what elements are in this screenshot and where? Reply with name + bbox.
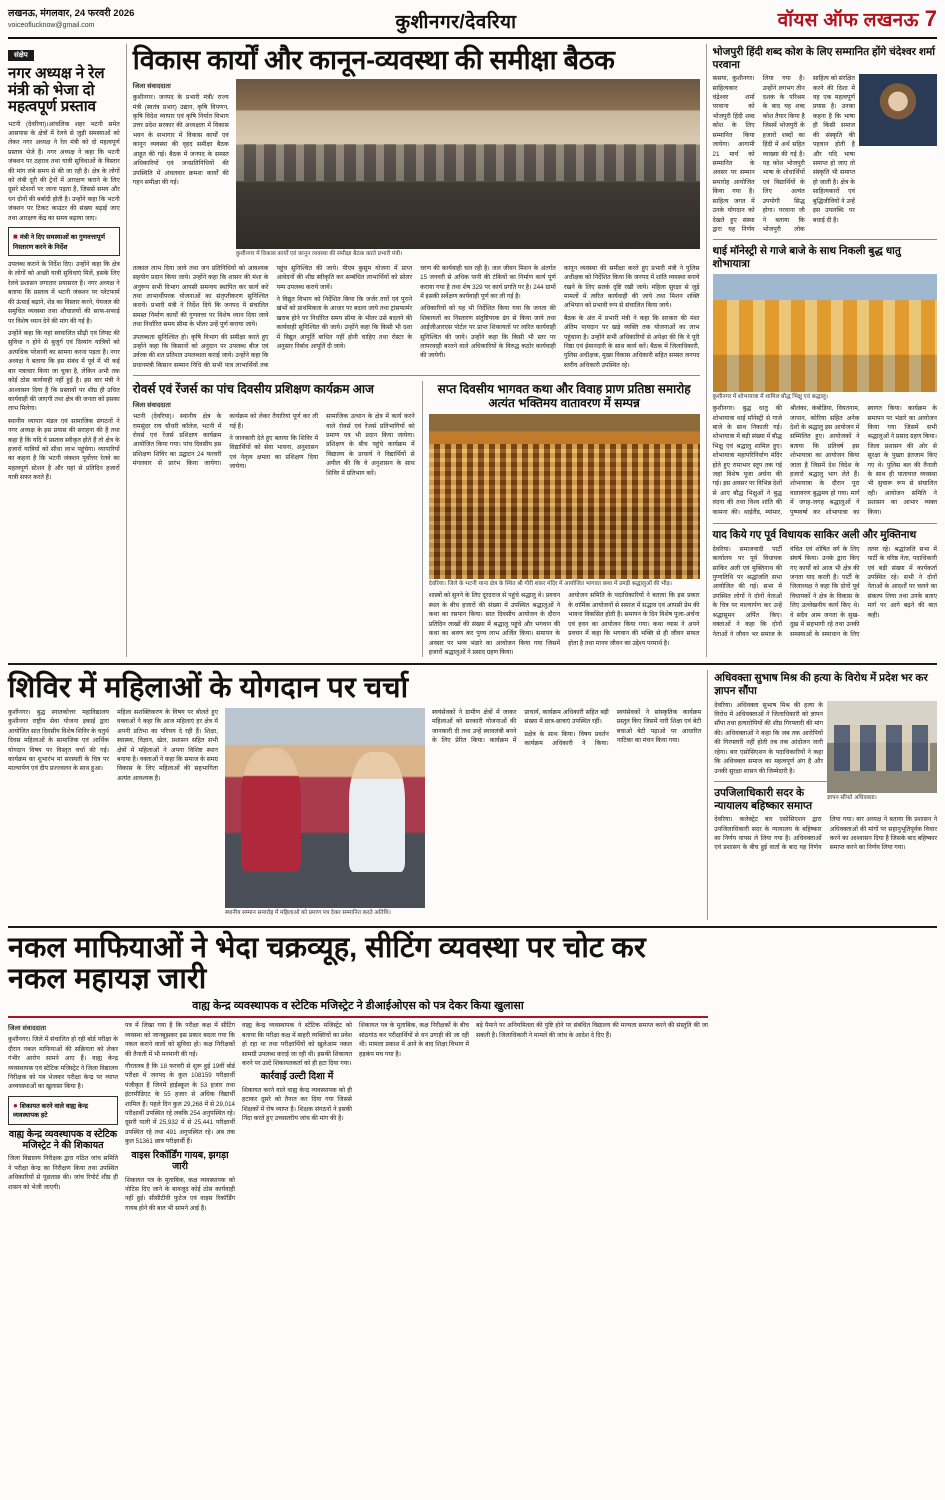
right-story4-photo-wrap bbox=[827, 701, 937, 806]
rovers-col2: ने जानकारी देते हुए बताया कि शिविर में विद्यार्थियों को सेवा भावना, अनुशासन एवं नेतृत्व क्षमता का प्रशिक्षण दिया जायेगा। bbox=[229, 434, 319, 471]
rovers-col1: भटनी (देवरिया)। स्थानीय क्षेत्र के रामसुंदर राय चौधरी कॉलेज, भटनी में रोवर्स एवं रेंजर्स प्रशिक्षण कार्यक्रम आयोजित किया गया। पांच दिवसीय इस प्रशिक्षण शिविर का उद्घाटन 24 फरवरी मंगलवार से प्रारंभ किया जायेगा। कार्यक्रम को लेकर तैयारियां पूर्ण कर ली गई हैं। bbox=[132, 413, 319, 468]
nakal-boxnote bbox=[8, 1096, 118, 1125]
divider-3 bbox=[713, 523, 938, 524]
women-story bbox=[8, 670, 701, 920]
right-story4-text: देवरिया। अधिवक्ता सुभाष मिश्र की हत्या के विरोध में अधिवक्ताओं ने जिलाधिकारी को ज्ञापन सौंपा तथा हत्यारोपियों की शीघ्र गिरफ्तारी की मांग की। अधिवक्ताओं ने कहा कि जब तक आरोपियों की गिरफ्तारी नहीं होती तब तक आंदोलन जारी रहेगा। बार एसोसिएशन के पदाधिकारियों ने कहा कि अधिवक्ता समाज का महत्वपूर्ण अंग है और उनकी सुरक्षा शासन की जिम्मेदारी है। bbox=[714, 701, 823, 775]
right-story1-body bbox=[713, 74, 856, 234]
kicker-badge: संक्षेप bbox=[8, 50, 34, 61]
women-col4: प्रक्षेत्र के साथ किया। विषय प्रवर्तन कार्यक्रम अधिकारी ने किया। स्वयंसेवकों ने सांस्कृतिक कार्यक्रम प्रस्तुत किए जिसमें नारी शिक्षा एवं बेटी बचाओ बेटी पढ़ाओ पर आधारित नाटिका का मंचन किया गया। bbox=[524, 708, 702, 748]
nakal-col2-wrap bbox=[125, 1021, 235, 1146]
rovers-body bbox=[133, 412, 415, 478]
nakal-sub2-body bbox=[125, 1176, 235, 1214]
main-col1b-text: चरण की कार्यवाही चल रही है। जल जीवन मिशन के अंतर्गत 15 जनवरी से अधिक पानी की टंकियों का निर्माण कार्य पूर्ण कराया गया है तथा शेष 329 पर कार्य प्रगति पर है। 244 ग्रामों में इसकी सर्वेक्षण कार्यवाही पूर्ण कर ली गई है। bbox=[420, 264, 556, 300]
left-boxnote-text: मंत्री ने दिए समस्याओं का गुणवत्तापूर्ण निस्तारण करने के निर्देश bbox=[13, 234, 106, 251]
main-col2-text: तत्काल लाभ दिया जाये तथा जन प्रतिनिधियों को आवश्यक सहयोग प्रदान किया जाये। उन्होंने कहा कि शासन की मंशा के अनुरूप सभी विभाग आपसी समन्वय स्थापित कर कार्य करें तथा लाभार्थीपरक योजनाओं का संतृप्तीकरण सुनिश्चित करायें। प्रभारी मंत्री ने निर्देश दिये कि जनपद में संचालित समस्त निर्माण कार्यों की गुणवत्ता पर विशेष ध्यान दिया जाये तथा निर्धारित समय सीमा के भीतर उन्हें पूर्ण कराया जाये। bbox=[132, 264, 269, 329]
right-story5-headline: उपजिलाधिकारी सदर के न्यायालय बहिष्कार समाप्त bbox=[714, 786, 813, 812]
rovers-col3: सामाजिक उत्थान के क्षेत्र में कार्य करने वाले रोवर्स एवं रेंजर्स प्रतिभागियों को प्रमाण पत्र भी प्रदान किया जायेगा। प्रशिक्षण के बीच पहुंचे कार्यक्रम में विद्यालय के प्राचार्य ने विद्यार्थियों से अपील की कि वे अनुशासन के साथ शिविर में प्रतिभाग करें। bbox=[326, 413, 415, 477]
main-col3b-text: कानून व्यवस्था की समीक्षा करते हुए प्रभारी मंत्री ने पुलिस अधीक्षक को निर्देशित किया कि जनपद में शांति व्यवस्था बनाये रखने के लिए सतर्क दृष्टि रखी जाये। महिला सुरक्षा से जुड़े मामलों में त्वरित कार्यवाही की जाये तथा मिशन शक्ति अभियान को प्रभावी रूप से संचालित किया जाये। bbox=[563, 264, 700, 310]
left-para-1: भटनी (देवरिया)।आंचलिक शहर भटनी समेत आसपास के क्षेत्रों में रेलवे से जुड़ी समस्याओं को लेकर नगर अध्यक्ष ने रेल मंत्री को दो महत्वपूर्ण प्रस्ताव भेजे हैं। नगर अध्यक्ष ने कहा कि भटनी जंक्शन पर ठहराव तथा यात्री सुविधाओं के विस्तार की मांग लंबे समय से की जा रही है। क्षेत्र के लोगों को लंबी दूरी की ट्रेनों में आरक्षण कराने के लिए दूसरे स्टेशनों पर जाना पड़ता है, जिससे समय और धन दोनों की बर्बादी होती है। उन्होंने कहा कि भटनी जंक्शन पर टिकट काउंटर की संख्या बढ़ाई जाए तथा आरक्षण केंद्र का समय बढ़ाया जाए। bbox=[8, 120, 120, 222]
bhagwat-headline: सप्त दिवसीय भागवत कथा और विवाह प्राण प्रतिष्ठा समारोह अत्यंत भक्तिमय वातावरण में सम्पन्न bbox=[437, 382, 691, 411]
nakal-rule bbox=[8, 1016, 708, 1018]
right-story1-photo bbox=[859, 74, 937, 146]
page-number: 7 bbox=[924, 6, 937, 31]
divider-band-2 bbox=[8, 926, 937, 928]
left-para-4: स्थानीय व्यापार मंडल एवं सामाजिक संगठनों ने नगर अध्यक्ष के इस प्रयास की सराहना की है तथा कहा है कि यदि ये प्रस्ताव स्वीकृत होते हैं तो क्षेत्र के हजारों यात्रियों को सीधा लाभ पहुंचेगा। व्यापारियों का कहना है कि भटनी जंक्शन पूर्वोत्तर रेलवे का महत्वपूर्ण स्टेशन है और यहां से प्रतिदिन हजारों यात्री सफर करते हैं। bbox=[8, 417, 120, 482]
nakal-col2-text: पत्र में लिखा गया है कि परीक्षा कक्ष में सीटिंग व्यवस्था को जानबूझकर इस प्रकार बदला गया कि नकल कराने वालों को सुविधा हो। कक्ष निरीक्षकों की तैनाती में भी मनमानी की गई। bbox=[125, 1022, 235, 1058]
nakal-sub1-body bbox=[8, 1154, 118, 1192]
right-story2-body bbox=[713, 404, 938, 518]
right-story2-caption: कुशीनगर में शोभायात्रा में शामिल बौद्ध भिक्षु एवं श्रद्धालु। bbox=[712, 393, 828, 400]
publication-date: लखनऊ, मंगलवार, 24 फरवरी 2026 bbox=[8, 8, 135, 19]
nakal-story bbox=[8, 933, 708, 1216]
nakal-col-1 bbox=[8, 1021, 118, 1216]
nakal-sub1-text: जिला विद्यालय निरीक्षक द्वारा गठित जांच समिति ने परीक्षा केन्द्र का निरीक्षण किया तथा उपस्थित अधिकारियों से पूछताछ की। जांच रिपोर्ट शीघ्र ही शासन को भेजी जाएगी। bbox=[8, 1155, 118, 1191]
women-headline: शिविर में महिलाओं के योगदान पर चर्चा bbox=[8, 672, 409, 705]
women-col3: स्वयंसेवकों ने ग्रामीण क्षेत्रों में जाकर महिलाओं को सरकारी योजनाओं की जानकारी दी तथा उन्हें स्वावलंबी बनने के लिए प्रेरित किया। कार्यक्रम में प्राचार्य, कार्यक्रम अधिकारी सहित बड़ी संख्या में छात्र-छात्राएं उपस्थित रहीं। bbox=[432, 708, 609, 745]
main-col1-text: कुशीनगर। जनपद के प्रभारी मंत्री/ राज्य मंत्री (स्वतंत्र प्रभार) उद्यान, कृषि विपणन, कृषि विदेश व्यापार एवं कृषि निर्यात विभाग उत्तर प्रदेश सरकार की अध्यक्षता में विकास भवन के सभागार में विकास कार्यों एवं कानून व्यवस्था की वृहद समीक्षा बैठक आहूत की गई। बैठक में जनपद के समस्त अधिकारियों एवं जनप्रतिनिधियों की उपस्थिति में अंचलवार क्रमशः कार्यों की गहन समीक्षा की गई। bbox=[132, 94, 229, 186]
women-left-text bbox=[8, 708, 218, 921]
page-grid bbox=[8, 44, 937, 657]
main-story-top bbox=[133, 79, 700, 262]
right-story2-photo bbox=[713, 274, 938, 392]
divider-1 bbox=[133, 375, 700, 376]
bhagwat-photo-caption: देवरिया। जिले के भटनी थाना क्षेत्र के स्थित श्री गौरी शंकर मंदिर में आयोजित भागवत कथा में उमड़ी श्रद्धालुओं की भीड़। bbox=[428, 580, 672, 587]
bhagwat-col2: आयोजन समिति के पदाधिकारियों ने बताया कि इस प्रकार के धार्मिक आयोजनों से समाज में सद्भाव एवं आपसी प्रेम की भावना विकसित होती है। समापन के दिन विशेष पूजा-अर्चना एवं हवन का आयोजन किया गया। कथा व्यास ने अपने प्रवचन में कहा कि भगवान की भक्ति से ही जीवन सफल होता है तथा मानव जीवन का उद्देश्य परमार्थ है। bbox=[568, 592, 700, 647]
left-body-1 bbox=[8, 120, 120, 224]
nakal-body bbox=[8, 1021, 708, 1216]
main-col3-text: उपलब्धता सुनिश्चित हो। कृषि विभाग की समीक्षा करते हुए उन्होंने कहा कि किसानों को अनुदान पर उपलब्ध बीज एवं उर्वरक की शत प्रतिशत उपलब्धता कराई जाये। उन्होंने कहा कि प्रधानमंत्री किसान सम्मान निधि की सभी पात्र लाभार्थियों तक पहुंच सुनिश्चित की जाये। पीएम कुसुम योजना में प्राप्त आवेदनों की शीघ्र स्वीकृति कर सम्बंधित लाभार्थियों को सोलर पम्प उपलब्ध कराये जायें। bbox=[132, 264, 413, 369]
right-story5-body bbox=[714, 815, 937, 854]
masthead bbox=[8, 6, 937, 39]
women-content bbox=[8, 708, 701, 921]
nakal-col-5 bbox=[476, 1021, 708, 1216]
center-column bbox=[126, 44, 700, 657]
left-para-2: उपलब्ध कराने के निर्देश दिए। उन्होंने कहा कि क्षेत्र के लोगों को अच्छी यात्री सुविधाएं मिलें, इसके लिए रेलवे प्रशासन लगातार प्रयासरत है। नगर अध्यक्ष ने बताया कि प्रस्ताव में भटनी जंक्शन पर प्लेटफार्म की ऊंचाई बढ़ाने, शेड का विस्तार करने, पेयजल की समुचित व्यवस्था तथा शौचालयों की साफ-सफाई पर विशेष ध्यान देने की मांग की गई है। bbox=[8, 261, 120, 325]
mid-double-row bbox=[133, 381, 700, 657]
nakal-col1-text: कुशीनगर। जिले में संचालित हो रही बोर्ड परीक्षा के दौरान नकल माफियाओं की सक्रियता को लेकर गंभीर आरोप सामने आए हैं। वाह्य केन्द्र व्यवस्थापक एवं स्टेटिक मजिस्ट्रेट ने जिला विद्यालय निरीक्षक को पत्र भेजकर परीक्षा केन्द्र पर व्याप्त अव्यवस्थाओं का खुलासा किया है। bbox=[8, 1036, 118, 1091]
nakal-sub3-text: शिकायत करने वाले वाह्य केन्द्र व्यवस्थापक को ही हटाकर दूसरे को तैनात कर दिया गया जिससे शिक्षकों में रोष व्याप्त है। शिक्षक संगठनों ने इसकी निंदा करते हुए उच्चस्तरीय जांच की मांग की है। bbox=[242, 1086, 352, 1123]
rovers-headline: रोवर्स एवं रेंजर्स का पांच दिवसीय प्रशिक्षण कार्यक्रम आज bbox=[132, 382, 374, 397]
women-photo-wrap bbox=[225, 708, 425, 921]
band-women bbox=[8, 670, 937, 920]
main-col2b-text: अधिकारियों को यह भी निर्देशित किया गया कि जनता की शिकायतों का निस्तारण संतुष्टिपरक ढंग से किया जाये तथा आईजीआरएस पोर्टल पर प्राप्त शिकायतों पर त्वरित कार्यवाही सुनिश्चित की जाये। उन्होंने कहा कि किसी भी स्तर पर लापरवाही बरतने वाले अधिकारियों के विरुद्ध कठोर कार्यवाही की जायेगी। bbox=[420, 305, 556, 360]
right-story2-headline: थाई मॉनेस्ट्री से गाजे बाजे के साथ निकली बुद्ध धातु शोभायात्रा bbox=[712, 245, 901, 270]
edition-name: कुशीनगर/देवरिया bbox=[395, 12, 517, 33]
nakal-col5-text: बड़े पैमाने पर अनियमितता की पुष्टि होने पर संबंधित विद्यालय की मान्यता समाप्त करने की संस्तुति की जा सकती है। जिलाधिकारी ने मामले की जांच के आदेश दे दिए हैं। bbox=[476, 1022, 708, 1039]
nakal-sub2-text: शिकायत पत्र के मुताबिक, कक्ष व्यवस्थापक को नोटिस दिए जाने के बावजूद कोई ठोस कार्यवाही नहीं हुई। सीसीटीवी फुटेज एवं वाइस रिकॉर्डिंग गायब होने की बात भी सामने आई है। bbox=[125, 1176, 235, 1212]
nakal-col3-text: वाह्य केन्द्र व्यवस्थापक ने स्टेटिक मजिस्ट्रेट को बताया कि परीक्षा कक्ष में बाहरी व्यक्तियों का प्रवेश हो रहा था तथा परीक्षार्थियों को खुलेआम नकल सामग्री उपलब्ध कराई जा रही थी। इसकी शिकायत करने पर उल्टे शिकायतकर्ता को ही हटा दिया गया। bbox=[242, 1022, 352, 1067]
left-boxnote bbox=[8, 227, 120, 256]
right-story4-caption: ज्ञापन सौंपते अधिवक्ता। bbox=[827, 794, 877, 801]
right-story4-wrap bbox=[707, 670, 937, 920]
left-body-2 bbox=[8, 260, 120, 483]
main-col4b-text: बैठक के अंत में प्रभारी मंत्री ने कहा कि सरकार की मंशा अंतिम पायदान पर खड़े व्यक्ति तक योजनाओं का लाभ पहुंचाना है। उन्होंने सभी अधिकारियों से अपेक्षा की कि वे पूरी निष्ठा एवं ईमानदारी के साथ कार्य करें। बैठक में जिलाधिकारी, पुलिस अधीक्षक, मुख्य विकास अधिकारी सहित समस्त जनपद स्तरीय अधिकारी उपस्थित रहे। bbox=[563, 314, 700, 369]
bhagwat-col1: शास्त्रों को सुनने के लिए दूरदराज से पहुंचे श्रद्धालु थे। प्रवचन स्थल के बीच हजारों की संख्या में उपस्थित श्रद्धालुओं ने कथा का रसपान किया। सात दिवसीय आयोजन के दौरान प्रतिदिन लाखों की संख्या में श्रद्धालु पहुंचे और भगवान की कथा का श्रवण कर पुण्य लाभ अर्जित किया। समापन के अवसर पर भव्य भंडारे का आयोजन किया गया जिसमें हजारों श्रद्धालुओं ने प्रसाद ग्रहण किया। bbox=[428, 592, 561, 656]
right-story3-text: देवरिया। समाजवादी पार्टी कार्यालय पर पूर्व विधायक साकिर अली एवं मुक्तिनाथ की पुण्यतिथि पर श्रद्धांजलि सभा आयोजित की गई। सभा में उपस्थित लोगों ने दोनों नेताओं के चित्र पर माल्यार्पण कर उन्हें श्रद्धासुमन अर्पित किए। वक्ताओं ने कहा कि दोनों नेताओं ने जीवन भर समाज के वंचित एवं शोषित वर्ग के लिए संघर्ष किया। उनके द्वारा किए गए कार्यों को आज भी क्षेत्र की जनता याद करती है। पार्टी के जिलाध्यक्ष ने कहा कि दोनों पूर्व विधायकों ने क्षेत्र के विकास के लिए उल्लेखनीय कार्य किए थे। वे सदैव आम जनता के सुख-दुख में सहभागी रहे तथा उनकी समस्याओं के समाधान के लिए तत्पर रहे। श्रद्धांजलि सभा में पार्टी के वरिष्ठ नेता, पदाधिकारी एवं बड़ी संख्या में कार्यकर्ता उपस्थित रहे। सभी ने दोनों नेताओं के आदर्शों पर चलने का संकल्प लिया तथा उनके बताए मार्ग पर आगे बढ़ने की बात कही। bbox=[712, 545, 937, 638]
nakal-sub3-body bbox=[242, 1086, 352, 1124]
divider-band-1 bbox=[8, 663, 937, 665]
left-column bbox=[8, 44, 120, 657]
bhagwat-photo bbox=[429, 414, 700, 579]
main-col4-text: ने विद्युत विभाग को निर्देशित किया कि जर्जर तारों एवं पुराने खंभों को प्राथमिकता के आधार पर बदला जाये तथा ट्रांसफार्मर खराब होने पर निर्धारित समय सीमा के भीतर उसे बदलने की कार्यवाही सुनिश्चित की जाये। उन्होंने कहा कि किसी भी दशा में विद्युत आपूर्ति बाधित नहीं होनी चाहिए तथा रोस्टर के अनुसार निर्बाध आपूर्ति दी जाये। bbox=[276, 295, 413, 351]
nakal-headline: नकल माफियाओं ने भेदा चक्रव्यूह, सीटिंग व्यवस्था पर चोट कर नकल महायज्ञ जारी bbox=[8, 932, 646, 995]
right-story4-photo bbox=[827, 701, 937, 793]
women-col1: कुशीनगर। बुद्ध स्नातकोत्तर महाविद्यालय कुशीनगर राष्ट्रीय सेवा योजना इकाई द्वारा आयोजित सात दिवसीय विशेष शिविर के चतुर्थ दिवस महिलाओं के सामाजिक एवं आर्थिक योगदान विषय पर विस्तृत चर्चा की गई। कार्यक्रम का शुभारंभ मां सरस्वती के चित्र पर माल्यार्पण एवं दीप प्रज्ज्वलन के साथ हुआ। bbox=[8, 708, 109, 773]
rovers-story bbox=[133, 381, 415, 657]
right-story3-body bbox=[713, 545, 938, 639]
right-column bbox=[706, 44, 938, 657]
nakal-col4-text: शिकायत पत्र के मुताबिक, कक्ष निरीक्षकों के बीच सांठगांठ कर परीक्षार्थियों से धन उगाही की जा रही थी। मामला प्रकाश में आने के बाद शिक्षा विभाग में हड़कंप मच गया है। bbox=[359, 1022, 469, 1058]
women-col2: महिला सशक्तिकरण के विषय पर बोलते हुए वक्ताओं ने कहा कि आज महिलाएं हर क्षेत्र में अपनी प्रतिभा का परिचय दे रही हैं। शिक्षा, स्वास्थ्य, विज्ञान, खेल, प्रशासन सहित सभी क्षेत्रों में महिलाओं ने अपना विशिष्ट स्थान बनाया है। वक्ताओं ने कहा कि समाज के समग्र विकास के लिए महिलाओं की सहभागिता अत्यंत आवश्यक है। bbox=[117, 708, 218, 782]
bhagwat-body bbox=[429, 591, 700, 657]
right-story1-text: कसया, कुशीनगर। साहित्यकार चंद्रेश्वर शर्मा परवाना को भोजपुरी हिंदी शब्द कोश के लिए सम्मानित किया जायेगा। आगामी 21 मार्च को सम्मानित के अवसर पर सम्मान समारोह आयोजित किया गया है। साहित्य जगत में उनके योगदान को देखते हुए संस्था द्वारा यह निर्णय लिया गया है। उन्होंने लगभग तीन दशक के परिश्रम के बाद यह शब्द कोश तैयार किया है जिसमें भोजपुरी के हजारों शब्दों का हिंदी में अर्थ सहित व्याख्या की गई है। यह कोश भोजपुरी भाषा के शोधार्थियों एवं विद्यार्थियों के लिए अत्यंत उपयोगी सिद्ध होगा। परवाना जी ने बताया कि भोजपुरी लोक साहित्य को संरक्षित करने की दिशा में यह एक महत्वपूर्ण प्रयास है। उनका कहना है कि भाषा ही किसी समाज की संस्कृति की पहचान होती है और यदि भाषा समाप्त हो जाए तो संस्कृति भी समाप्त हो जाती है। क्षेत्र के साहित्यकारों एवं बुद्धिजीवियों ने उन्हें इस उपलब्धि पर बधाई दी है। bbox=[712, 75, 855, 233]
nakal-sub2-head: वाइस रिकॉर्डिंग गायब, झगड़ा जारी bbox=[131, 1149, 229, 1173]
main-photo bbox=[236, 79, 700, 249]
nakal-col1-text-wrap bbox=[8, 1035, 118, 1092]
right-story3-headline: याद किये गए पूर्व विधायक साकिर अली और मुक्तिनाथ bbox=[712, 529, 917, 542]
right-story1-photo-wrap bbox=[859, 74, 937, 146]
right-story1-headline: भोजपुरी हिंदी शब्द कोश के लिए सम्मानित होंगे चंदेश्वर शर्मा परवाना bbox=[712, 46, 936, 71]
bullet-icon: ■ bbox=[13, 232, 18, 242]
main-story-body bbox=[133, 264, 700, 371]
nakal-sub1-head: वाह्य केन्द्र व्यवस्थापक व स्टेटिक मजिस्ट्रेट ने की शिकायत bbox=[8, 1128, 118, 1152]
brand-logo: वॉयस ऑफ लखनऊ bbox=[777, 10, 919, 31]
main-photo-caption: कुशीनगर में विकास कार्यों एवं कानून व्यवस्था की समीक्षा बैठक करते प्रभारी मंत्री। bbox=[235, 251, 403, 258]
divider-2 bbox=[713, 239, 938, 240]
bullet-icon-2: ● bbox=[13, 1100, 18, 1110]
nakal-subhead: वाह्य केन्द्र व्यवस्थापक व स्टेटिक मजिस्ट्रेट ने डीआईओएस को पत्र देकर किया खुलासा bbox=[192, 1000, 524, 1013]
main-byline: जिला संवाददाता bbox=[132, 83, 171, 91]
nakal-col-2 bbox=[125, 1021, 235, 1216]
main-headline: विकास कार्यों और कानून-व्यवस्था की समीक्षा बैठक bbox=[132, 45, 615, 75]
main-photo-wrap bbox=[236, 79, 700, 262]
rovers-byline: जिला संवाददाता bbox=[132, 402, 171, 410]
nakal-col3-wrap bbox=[242, 1021, 352, 1068]
right-story2-text: कुशीनगर। बुद्ध धातु की शोभायात्रा थाई मॉनेस्ट्री से गाजे बाजे के साथ निकाली गई। शोभायात्रा में बड़ी संख्या में बौद्ध भिक्षु एवं श्रद्धालु शामिल हुए। शोभायात्रा महापरिनिर्वाण मंदिर होते हुए रामाभार स्तूप तक गई जहां विशेष पूजा अर्चना की गई। इस अवसर पर विभिन्न देशों से आए बौद्ध भिक्षुओं ने बुद्ध वंदना की तथा विश्व शांति की कामना की। थाईलैंड, म्यांमार, श्रीलंका, कंबोडिया, वियतनाम, जापान, कोरिया सहित अनेक देशों के श्रद्धालु इस आयोजन में सम्मिलित हुए। आयोजकों ने बताया कि प्रतिवर्ष इस शोभायात्रा का आयोजन किया जाता है जिसमें देश विदेश के हजारों श्रद्धालु भाग लेते हैं। शोभायात्रा के दौरान पूरा वातावरण बुद्धमय हो गया। मार्ग में जगह-जगह श्रद्धालुओं ने पुष्पवर्षा कर शोभायात्रा का स्वागत किया। कार्यक्रम के समापन पर भंडारे का आयोजन किया गया जिसमें सभी श्रद्धालुओं ने प्रसाद ग्रहण किया। जिला प्रशासन की ओर से सुरक्षा के पुख्ता इंतजाम किए गए थे। पुलिस बल की तैनाती के साथ ही यातायात व्यवस्था भी सुचारू रूप से संचालित रही। आयोजन समिति ने प्रशासन का आभार व्यक्त किया। bbox=[712, 405, 937, 516]
nakal-sub3-head: कार्रवाई उल्टी दिशा में bbox=[260, 1071, 334, 1083]
right-story5-text: देवरिया। कलेक्ट्रेट बार एसोसिएशन द्वारा उपजिलाधिकारी सदर के न्यायालय के बहिष्कार का निर्णय वापस ले लिया गया है। अधिवक्ताओं एवं प्रशासन के बीच हुई वार्ता के बाद यह निर्णय लिया गया। बार अध्यक्ष ने बताया कि प्रशासन ने अधिवक्ताओं की मांगों पर सहानुभूतिपूर्वक विचार करने का आश्वासन दिया है जिसके बाद बहिष्कार समाप्त करने का निर्णय लिया गया। bbox=[714, 816, 937, 852]
main-byline-col bbox=[133, 79, 229, 262]
right-story4-headline: अधिवक्ता सुभाष मिश्र की हत्या के विरोध में प्रदेश भर कर ज्ञापन सौंपा bbox=[714, 672, 928, 697]
women-photo-caption: स्थानीय सम्मान समारोह में महिलाओं को प्रमाण पत्र देकर सम्मानित करते अतिथि। bbox=[225, 909, 391, 916]
left-para-3: उन्होंने कहा कि यहां स्वचालित सीढ़ी एवं लिफ्ट की सुविधा न होने से बुजुर्ग एवं दिव्यांग यात्रियों को अत्यधिक परेशानी का सामना करना पड़ता है। नगर अध्यक्ष ने बताया कि इस संबंध में पूर्व में भी कई बार पत्राचार किया जा चुका है, लेकिन अभी तक कोई ठोस कार्यवाही नहीं हुई है। इस बार मंत्री ने आश्वासन दिया है कि प्रस्तावों पर शीघ्र ही उचित कार्यवाही की जाएगी तथा क्षेत्र की जनता को इसका लाभ मिलेगा। bbox=[8, 329, 120, 413]
nakal-numbers-text: गौरतलब है कि 18 फरवरी से शुरू हुई 19वीं बोर्ड परीक्षा में जनपद के कुल 108159 परीक्षार्थी पंजीकृत हैं जिनमें हाईस्कूल के 53 हजार तथा इंटरमीडिएट के 55 हजार से अधिक विद्यार्थी शामिल हैं। पहले दिन कुल 29,268 में से 29,014 परीक्षार्थी उपस्थित रहे जबकि 254 अनुपस्थित रहे। दूसरी पाली में 25,932 में से 25,441 परीक्षार्थी उपस्थित रहे तथा 491 अनुपस्थित रहे। अब तक कुल 51361 छात्र परीक्षार्थी हैं। bbox=[125, 1062, 235, 1146]
nakal-boxnote-text: शिकायत करने वाले वाह्य केन्द्र व्यवस्थापक हटे bbox=[13, 1102, 88, 1120]
nakal-col-3 bbox=[242, 1021, 352, 1216]
women-right-text bbox=[432, 708, 701, 921]
nakal-col-4 bbox=[359, 1021, 469, 1216]
masthead-left bbox=[8, 6, 134, 30]
nakal-byline: जिला संवाददाता bbox=[8, 1025, 47, 1033]
main-col-1 bbox=[133, 93, 229, 187]
contact-email: voiceoflucknow@gmail.com bbox=[8, 21, 95, 29]
masthead-right bbox=[778, 6, 937, 32]
left-headline: नगर अध्यक्ष ने रेल मंत्री को भेजा दो महत्वपूर्ण प्रस्ताव bbox=[8, 65, 105, 115]
bhagwat-story bbox=[422, 381, 700, 657]
women-photo bbox=[225, 708, 425, 908]
